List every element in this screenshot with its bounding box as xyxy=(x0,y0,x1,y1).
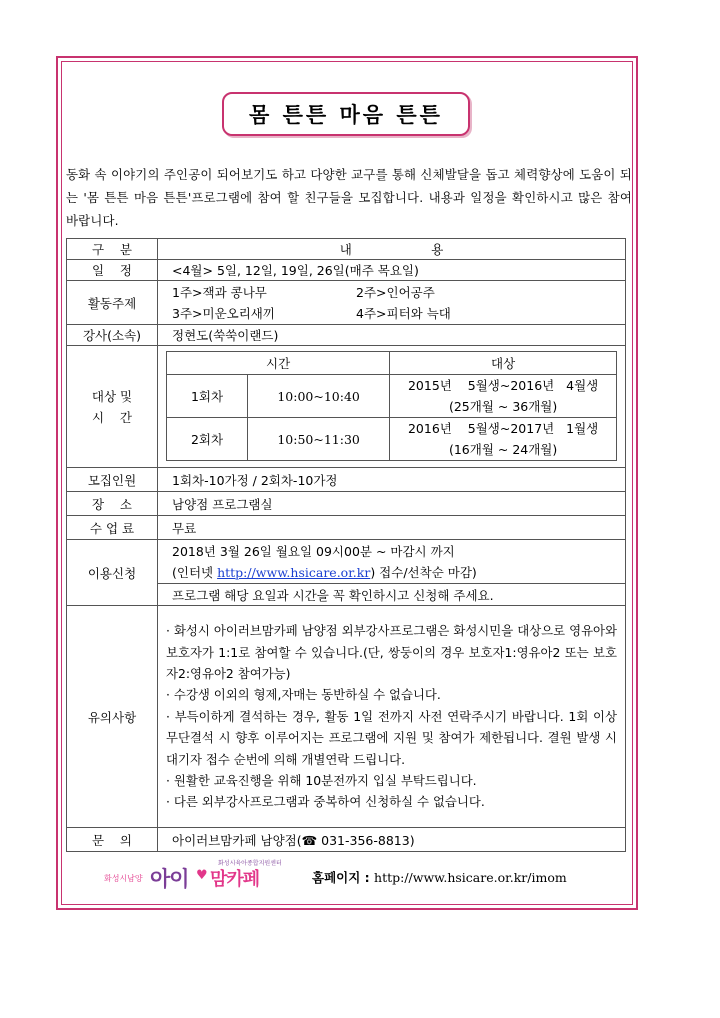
note-item: · 다른 외부강사프로그램과 중복하여 신청하실 수 없습니다. xyxy=(166,794,485,810)
session-time: 10:50~11:30 xyxy=(248,418,390,461)
note-item: · 부득이하게 결석하는 경우, 활동 1일 전까지 사전 연락주시기 바랍니다. 1회 이상 무단결석 시 향후 이루어지는 프로그램에 지원 및 참여가 제한됩니다. 결원 발생 시 대기자 접수 순번에 의해 개별연락 드립니다. xyxy=(166,708,617,767)
recruit-value: 1회차-10가정 / 2회차-10가정 xyxy=(158,468,626,492)
row-fee xyxy=(67,516,626,540)
session-row xyxy=(167,375,617,418)
notes-label: 유의사항 xyxy=(67,606,158,828)
footer xyxy=(104,858,594,892)
target-label-line2: 시 간 xyxy=(91,409,133,425)
session-time: 10:00~10:40 xyxy=(248,375,390,418)
apply-line2-suffix: ) 접수/선착순 마감) xyxy=(370,564,477,580)
logo-main-left: 아이 xyxy=(150,867,189,891)
topics-label: 활동주제 xyxy=(67,281,158,325)
homepage-label: 홈페이지 : xyxy=(312,870,375,885)
topic-item: 2주>인어공주 xyxy=(356,284,435,300)
recruit-label: 모집인원 xyxy=(67,468,158,492)
target-value xyxy=(158,346,626,468)
topic-item: 4주>피터와 늑대 xyxy=(356,305,451,321)
target-label-line1: 대상 및 xyxy=(91,388,133,404)
contact-value: 아이러브맘카페 남양점(☎ 031-356-8813) xyxy=(158,828,626,852)
session-target xyxy=(390,418,617,461)
logo-small-top: 화성시육아종합지원센터 xyxy=(218,860,282,867)
contact-label: 문 의 xyxy=(67,828,158,852)
row-schedule xyxy=(67,260,626,281)
row-apply xyxy=(67,540,626,584)
instructor-value: 정현도(쑥쑥이랜드) xyxy=(158,325,626,346)
apply-line2-prefix: (인터넷 xyxy=(172,564,218,580)
header-category: 구 분 xyxy=(67,239,158,260)
fee-label: 수 업 료 xyxy=(67,516,158,540)
session-name: 2회차 xyxy=(167,418,248,461)
fee-value: 무료 xyxy=(158,516,626,540)
apply-line1: 2018년 3월 26일 월요일 09시00분 ~ 마감시 까지 xyxy=(172,543,455,559)
target-label xyxy=(67,346,158,468)
row-topics xyxy=(67,281,626,325)
inner-header-row xyxy=(167,352,617,375)
apply-value xyxy=(158,540,626,584)
row-place xyxy=(67,492,626,516)
intro-paragraph: 동화 속 이야기의 주인공이 되어보기도 하고 다양한 교구를 통해 신체발달을 돕고 체력향상에 도움이 되는 '몸 튼튼 마음 튼튼'프로그램에 참여 할 친구들을 모집합니다. 내용과 일정을 확인하시고 많은 참여 바랍니다. xyxy=(66,167,632,228)
note-item: · 수강생 이외의 형제,자매는 동반하실 수 없습니다. xyxy=(166,687,441,703)
target-time-table xyxy=(166,351,617,461)
place-value: 남양점 프로그램실 xyxy=(158,492,626,516)
table-header-row xyxy=(67,239,626,260)
inner-header-time: 시간 xyxy=(167,352,390,375)
row-instructor xyxy=(67,325,626,346)
row-notes xyxy=(67,606,626,828)
row-contact xyxy=(67,828,626,852)
logo-main-right: 맘카페 xyxy=(210,869,260,890)
session-target-line2: (16개월 ~ 24개월) xyxy=(448,442,558,457)
topics-value xyxy=(158,281,626,325)
schedule-value: <4월> 5일, 12일, 19일, 26일(매주 목요일) xyxy=(158,260,626,281)
row-target xyxy=(67,346,626,468)
heart-icon: ♥ xyxy=(196,868,208,883)
session-target-line1: 2016년 5월생~2017년 1월생 xyxy=(407,421,599,436)
apply-link[interactable]: http://www.hsicare.or.kr xyxy=(217,564,371,580)
place-label: 장 소 xyxy=(67,492,158,516)
notes-value xyxy=(158,606,626,828)
schedule-label: 일 정 xyxy=(67,260,158,281)
header-content: 내 용 xyxy=(158,239,626,260)
cafe-logo xyxy=(104,858,314,892)
note-item: · 화성시 아이러브맘카페 남양점 외부강사프로그램은 화성시민을 대상으로 영유아와 보호자가 1:1로 참여할 수 있습니다.(단, 쌍둥이의 경우 보호자1:영유아2 또는 보호자2:영유아2 참여가능) xyxy=(166,623,617,681)
apply-label: 이용신청 xyxy=(67,540,158,606)
topic-item: 1주>잭과 콩나무 xyxy=(172,284,267,300)
info-table xyxy=(66,238,626,852)
homepage-info xyxy=(312,868,567,886)
session-name: 1회차 xyxy=(167,375,248,418)
row-recruit xyxy=(67,468,626,492)
note-item: · 원활한 교육진행을 위해 10분전까지 입실 부탁드립니다. xyxy=(166,773,477,789)
homepage-url[interactable]: http://www.hsicare.or.kr/imom xyxy=(374,870,567,885)
apply-note: 프로그램 해당 요일과 시간을 꼭 확인하시고 신청해 주세요. xyxy=(158,584,626,606)
session-target-line2: (25개월 ~ 36개월) xyxy=(448,399,558,414)
topic-item: 3주>미운오리새끼 xyxy=(172,305,275,321)
session-target xyxy=(390,375,617,418)
page-title: 몸 튼튼 마음 튼튼 xyxy=(222,92,470,136)
instructor-label: 강사(소속) xyxy=(67,325,158,346)
session-target-line1: 2015년 5월생~2016년 4월생 xyxy=(407,378,599,393)
apply-line2 xyxy=(172,562,619,583)
session-row xyxy=(167,418,617,461)
inner-header-target: 대상 xyxy=(390,352,617,375)
logo-prefix: 화성시남양 xyxy=(104,874,143,883)
